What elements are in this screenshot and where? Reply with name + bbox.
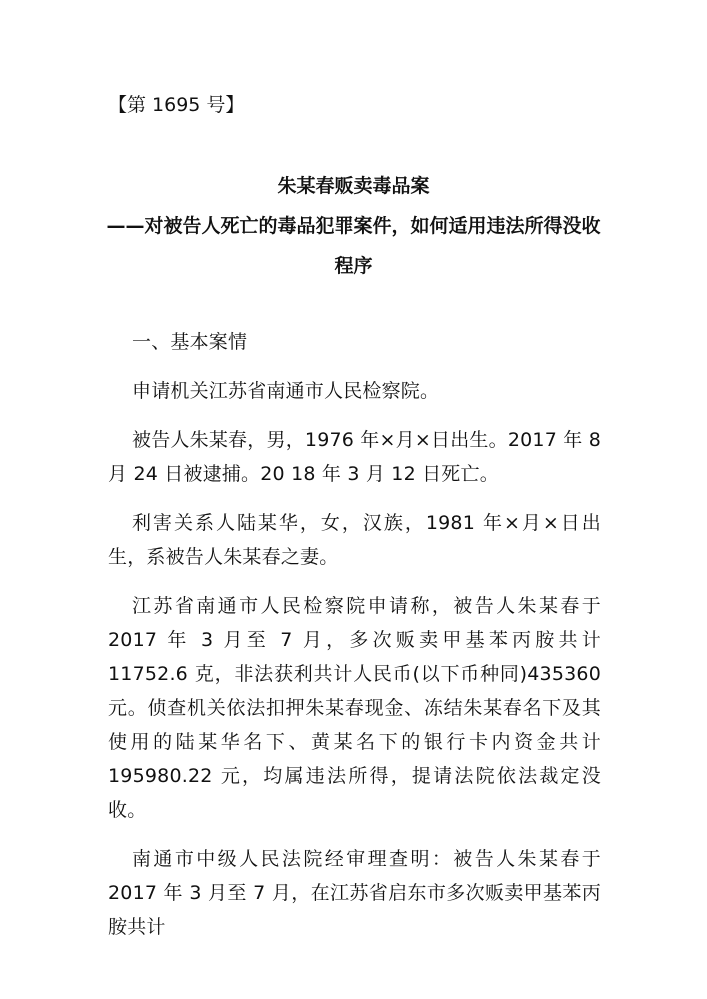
document-title <box>100 166 607 286</box>
title-line-subtitle-continued: 程序 <box>334 255 373 277</box>
title-line-main: 朱某春贩卖毒品案 <box>277 175 430 197</box>
paragraph-court-findings: 南通市中级人民法院经审理查明：被告人朱某春于 2017 年 3 月至 7 月，在江苏省启东市多次贩卖甲基苯丙胺共计 <box>108 848 601 938</box>
paragraph-defendant: 被告人朱某春，男，1976 年×月×日出生。2017 年 8 月 24 日被逮捕。20 18 年 3 月 12 日死亡。 <box>108 429 601 485</box>
section-heading-basic-facts: 一、基本案情 <box>132 331 248 353</box>
paragraph-prosecution-claim: 江苏省南通市人民检察院申请称，被告人朱某春于 2017 年 3 月至 7 月，多次贩卖甲基苯丙胺共计 11752.6 克，非法获利共计人民币(以下币种同)435360 元。侦查机关依法扣押朱某春现金、冻结朱某春名下及其使用的陆某华名下、黄某名下的银行卡内资金共计 195980.22 元，均属违法所得，提请法院依法裁定没收。 <box>108 595 601 821</box>
title-line-subtitle: ——对被告人死亡的毒品犯罪案件，如何适用违法所得没收 <box>106 215 601 237</box>
case-number: 【第 1695 号】 <box>108 94 245 116</box>
paragraph-interested-party: 利害关系人陆某华，女，汉族，1981 年×月×日出生，系被告人朱某春之妻。 <box>108 512 601 568</box>
paragraph-applicant: 申请机关江苏省南通市人民检察院。 <box>132 380 440 402</box>
document-body <box>108 325 601 959</box>
